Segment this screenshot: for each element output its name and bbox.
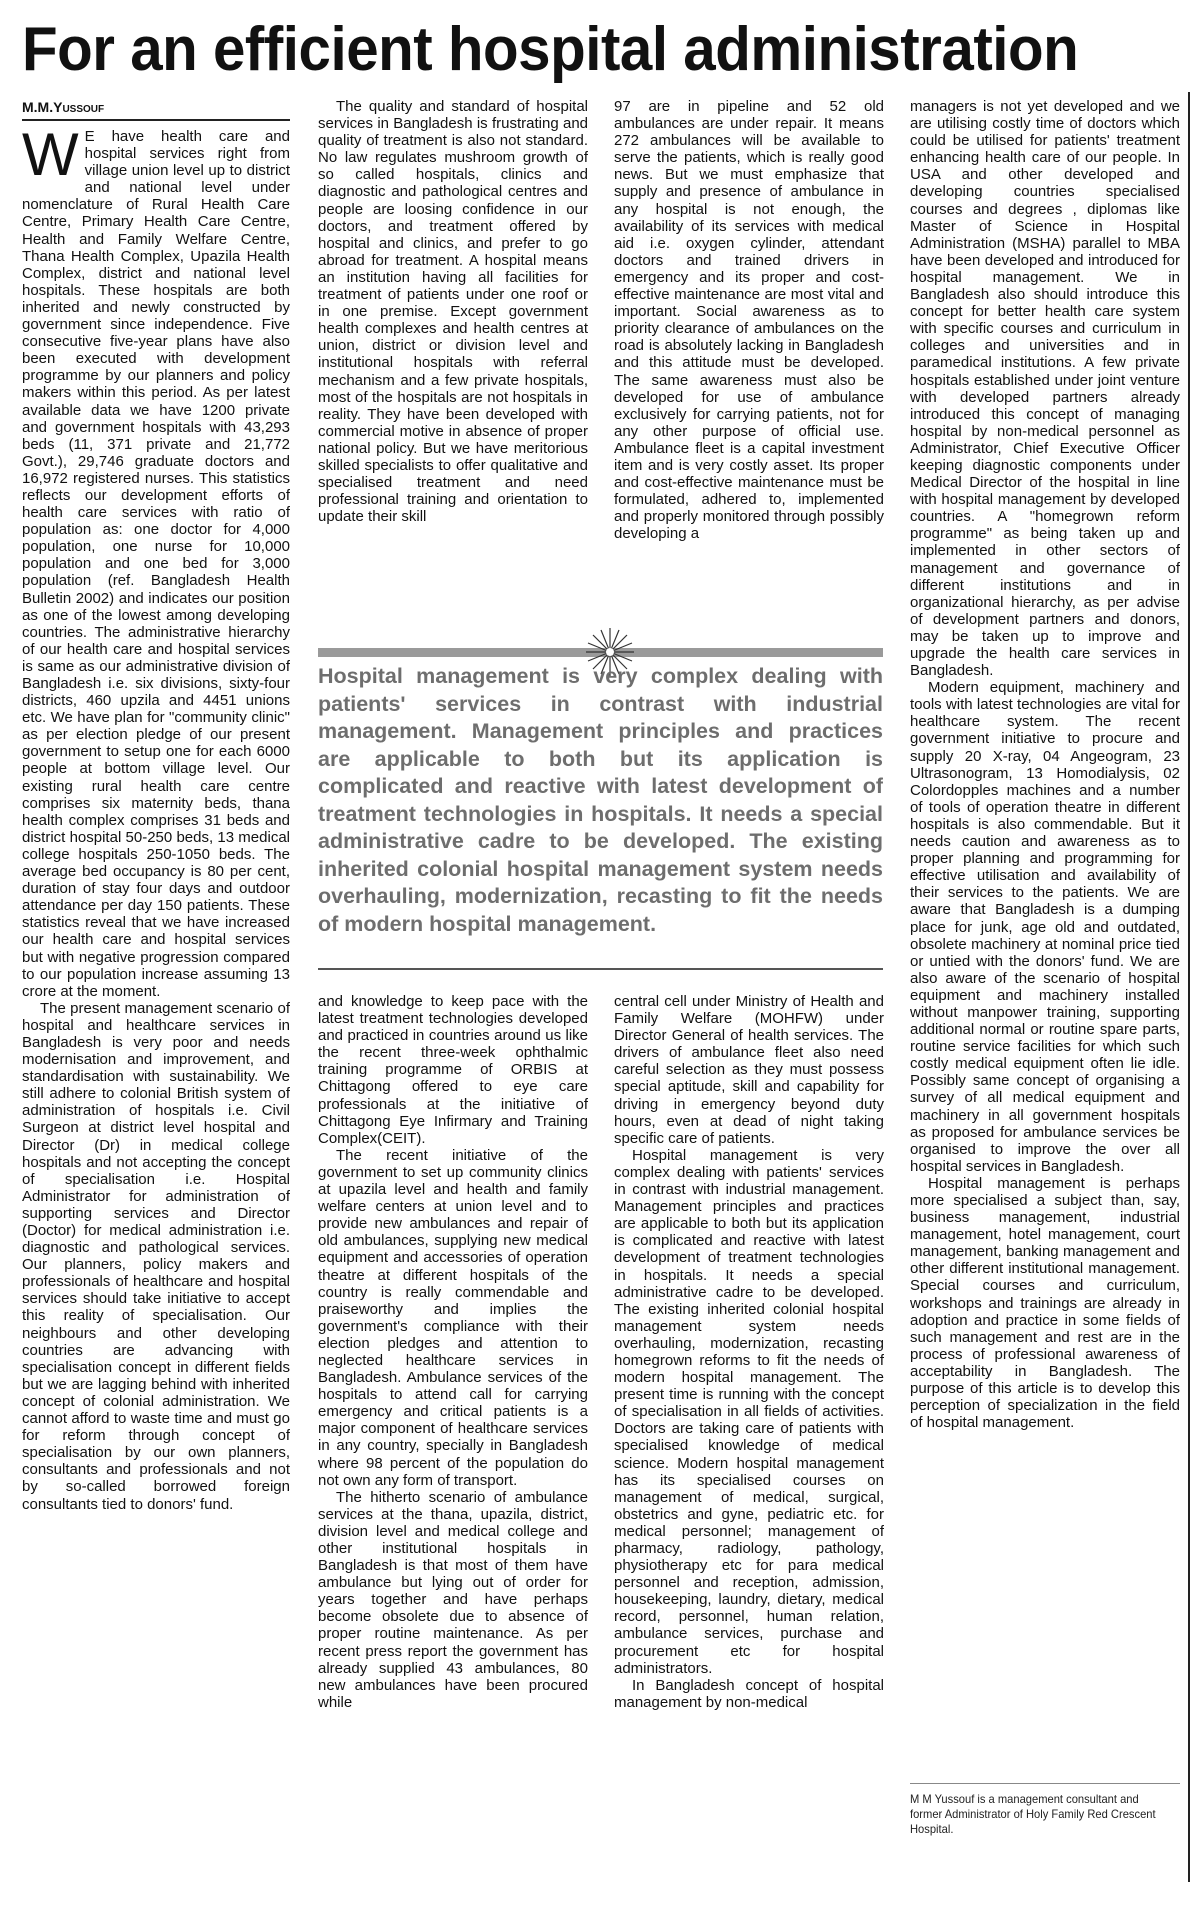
article-byline: M.M.Yussouf — [22, 99, 290, 121]
col2-bottom-paragraph-2: The recent initiative of the government to set up community clinics at upazila level and health and family welfare centers at union level and to provide new ambulances and repair of old ambulances, supplying new medical equipment and accessories of operation theatre at different hospitals of the country is really commendable and praiseworthy and implies the government's compliance with their election pledges and attention to neglected healthcare services in Bangladesh. Ambulance services of the hospitals to attend call for carrying emergency and critical patients is a major component of healthcare services in any country, specially in Bangladesh where 98 percent of the population do not own any form of transport. — [318, 1146, 588, 1489]
pull-quote: Hospital management is very complex dealing with patients' services in contrast with industrial management. Management principles and practices are applicable to both but its application is complicated and reactive with latest development of treatment technologies in hospitals. It needs a special administrative cadre to be developed. The existing inherited colonial hospital management system needs overhauling, modernization, recasting to fit the needs of modern hospital management. — [318, 664, 883, 936]
col2-bottom-paragraph-1: and knowledge to keep pace with the latest treatment technologies developed and practiced in countries around us like the recent three-week ophthalmic training programme of ORBIS at Chittagong offered to eye care professionals at the initiative of Chittagong Eye Infirmary and Training Complex(CEIT). — [318, 993, 588, 1147]
column-divider-rule — [1188, 92, 1190, 1882]
col4-paragraph-1: managers is not yet developed and we are utilising costly time of doctors which could be utilised for patients' treatment enhancing health care of our people. In USA and other developed and developing countries specialised courses and degrees , diplomas like Master of Science in Hospital Administration (MSHA) parallel to MBA have been developed and introduced for hospital management. We in Bangladesh also should introduce this concept for better health care system with specific courses and curriculum in colleges and universities and in paramedical institutions. A few private hospitals established under joint venture with developed partners already introduced this concept of managing hospital by non-medical personnel as Administrator, Chief Executive Officer keeping diagnostic components under Medical Director of the hospital in line with hospital management by developed countries. A "homegrown reform programme" as being taken up and implemented in other sectors of management and governance of different institutions and in organizational hierarchy, as per advise of development partners and donors, may be taken up to improve and upgrade the health care services in Bangladesh. — [910, 98, 1180, 680]
col1-paragraph-2: The present management scenario of hospital and healthcare services in Bangladesh is very poor and needs modernisation and improvement, and standardisation with sustainability. We still adhere to colonial British system of administration of hospitals i.e. Civil Surgeon at district level hospital and Director (Dr) in medical college hospitals and not accepting the concept of specialisation i.e. Hospital Administrator for administration of supporting services and Director (Doctor) for medical administration i.e. diagnostic and pathological services. Our planners, policy makers and professionals of healthcare and hospital services should take initiative to accept this reality of specialisation. Our neighbours and other developing countries are advancing with specialisation concept in different fields but we are lagging behind with inherited concept of colonial administration. We cannot afford to waste time and must go for reform through concept of specialisation by our own planners, consultants and professionals and not by so-called borrowed foreign consultants tied to donors' fund. — [22, 999, 290, 1513]
column-4 — [910, 98, 1180, 1778]
column-3-bottom — [614, 993, 884, 1886]
col3-top-paragraph-1: 97 are in pipeline and 52 old ambulances are under repair. It means 272 ambulances will be available to serve the patients, which is really good news. But we must emphasize that supply and presence of ambulance in any hospital is not enough, the availability of its services with medical aid i.e. oxygen cylinder, attendant doctors and trained drivers in emergency and its proper and cost-effective maintenance are most vital and important. Social awareness as to priority clearance of ambulances on the road is absolutely lacking in Bangladesh and this attitude must be developed. The same awareness must also be developed for use of ambulance exclusively for carrying patients, not for any other purpose of official use. Ambulance fleet is a capital investment item and is very costly asset. Its proper and cost-effective maintenance must be formulated, adhered to, implemented and properly monitored through possibly developing a — [614, 98, 884, 543]
column-3-top — [614, 98, 884, 638]
col2-bottom-paragraph-3: The hitherto scenario of ambulance services at the thana, upazila, district, division level and medical college and other institutional hospitals in Bangladesh is that most of them have ambulance but lying out of order for years together and have perhaps become obsolete due to absence of proper routine maintenance. As per recent press report the government has already supplied 43 ambulances, 80 new ambulances have been procured while — [318, 1488, 588, 1711]
col4-paragraph-2: Modern equipment, machinery and tools with latest technologies are vital for healthcare system. The recent government initiative to procure and supply 20 X-ray, 04 Angeogram, 23 Ultrasonogram, 13 Homodialysis, 02 Colordopples machines and a number of tools of operation theatre in different hospitals is also commendable. But it needs caution and awareness as to proper planning and programming for effective utilisation and availability of their services to the patients. We are aware that Bangladesh is a dumping place for junk, age old and outdated, obsolete machinery at nominal price tied or untied with the donors' fund. We are also aware of the scenario of hospital equipment and machinery installed without manpower training, supporting additional normal or routine spare parts, routine service facilities for which such costly medical equipment often lie idle. Possibly same concept of organising a survey of all medical equipment and machinery in all government hospitals as proposed for ambulance services be organised to improve the over all hospital services in Bangladesh. — [910, 679, 1180, 1175]
article-headline: For an efficient hospital administration — [22, 15, 1079, 84]
col2-top-paragraph-1: The quality and standard of hospital services in Bangladesh is frustrating and quality of treatment is also not standard. No law regulates mushroom growth of so called hospitals, clinics and diagnostic and pathological centres and people are loosing confidence in our doctors, and treatment offered by hospital and clinics, and prefer to go abroad for treatment. A hospital means an institution having all facilities for treatment of patients under one roof or in one premise. Except government health complexes and health centres at union, district or division level and institutional hospitals with referral mechanism and a few private hospitals, most of the hospitals are not hospitals in reality. They have been developed with commercial motive in absence of proper national policy. But we have meritorious skilled specialists to offer qualitative and specialised treatment and need professional training and orientation to update their skill — [318, 98, 588, 526]
author-bio: M M Yussouf is a management consultant and former Administrator of Holy Family Red Crescent Hospital. — [910, 1792, 1156, 1836]
pull-quote-bottom-rule — [318, 968, 883, 970]
column-1 — [22, 128, 290, 1888]
col1-paragraph-1: W E have health care and hospital services right from village union level up to district and national level under nomenclature of Rural Health Care Centre, Primary Health Care Centre, Health and Family Welfare Centre, Thana Health Complex, Upazila Health Complex, district and national level hospitals. These hospitals are both inherited and newly constructed by government since independence. Five consecutive five-year plans have also been executed with development programme by our planners and policy makers within this period. As per latest available data we have 1200 private and government hospitals with 43,293 beds (11, 371 private and 21,772 Govt.), 29,746 graduate doctors and 16,972 registered nurses. This statistics reflects our development efforts of health care services with ratio of population as: one doctor for 4,000 population, one nurse for 10,000 population and one bed for 3,000 population (ref. Bangladesh Health Bulletin 2002) and indicates our position as one of the lowest among developing countries. The administrative hierarchy of our health care and hospital services is same as our administrative division of Bangladesh i.e. six divisions, sixty-four districts, 460 upzila and 4451 unions etc. We have plan for "community clinic" as per election pledge of our present government to setup one for each 6000 people at bottom village level. Our existing rural health care centre comprises six maternity beds, thana health complex comprises 31 beds and district hospital 50-250 beds, 13 medical college hospitals 250-1050 beds. The average bed occupancy is 80 per cent, duration of stay four days and outdoor attendance per day 150 patients. These statistics reveal that we have increased our health care and hospital services but with negative progression compared to our population increase assuming 13 crore at the moment. — [22, 128, 290, 1000]
author-bio-rule — [910, 1783, 1180, 1784]
col3-bottom-paragraph-1: central cell under Ministry of Health and Family Welfare (MOHFW) under Director General of health services. The drivers of ambulance fleet also need careful selection as they must possess special aptitude, skill and capability for driving in emergency beyond duty hours, even at dead of night taking specific care of patients. — [614, 993, 884, 1147]
column-2-top — [318, 98, 588, 638]
col3-bottom-paragraph-2: Hospital management is very complex dealing with patients' services in contrast with industrial management. Management principles and practices are applicable to both but its application is complicated and reactive with latest development of treatment technologies in hospitals. It needs a special administrative cadre to be developed. The existing inherited colonial hospital management system needs overhauling, modernization, recasting homegrown reforms to fit the needs of modern hospital management. The present time is running with the concept of specialisation in all fields of activities. Doctors are taking care of patients with specialised knowledge of medical science. Modern hospital management has its specialised courses on management of medical, surgical, obstetrics and gyne, pediatric etc. for medical personnel; management of pharmacy, radiology, pathology, physiotherapy etc for para medical personnel and reception, admission, housekeeping, laundry, dietary, medical record, personnel, human relation, ambulance services, purchase and procurement etc for hospital administrators. — [614, 1146, 884, 1677]
col4-paragraph-3: Hospital management is perhaps more specialised a subject than, say, business management, industrial management, hotel management, court management, banking management and other different institutional management. Special courses and curriculum, workshops and trainings are already in adoption and practice in some fields of such management and rest are in the process of professional awareness of acceptability in Bangladesh. The purpose of this article is to develop this perception of specialization in the field of hospital management. — [910, 1174, 1180, 1432]
column-2-bottom — [318, 993, 588, 1886]
drop-cap: W — [22, 128, 79, 188]
col3-bottom-paragraph-3: In Bangladesh concept of hospital management by non-medical — [614, 1676, 884, 1711]
